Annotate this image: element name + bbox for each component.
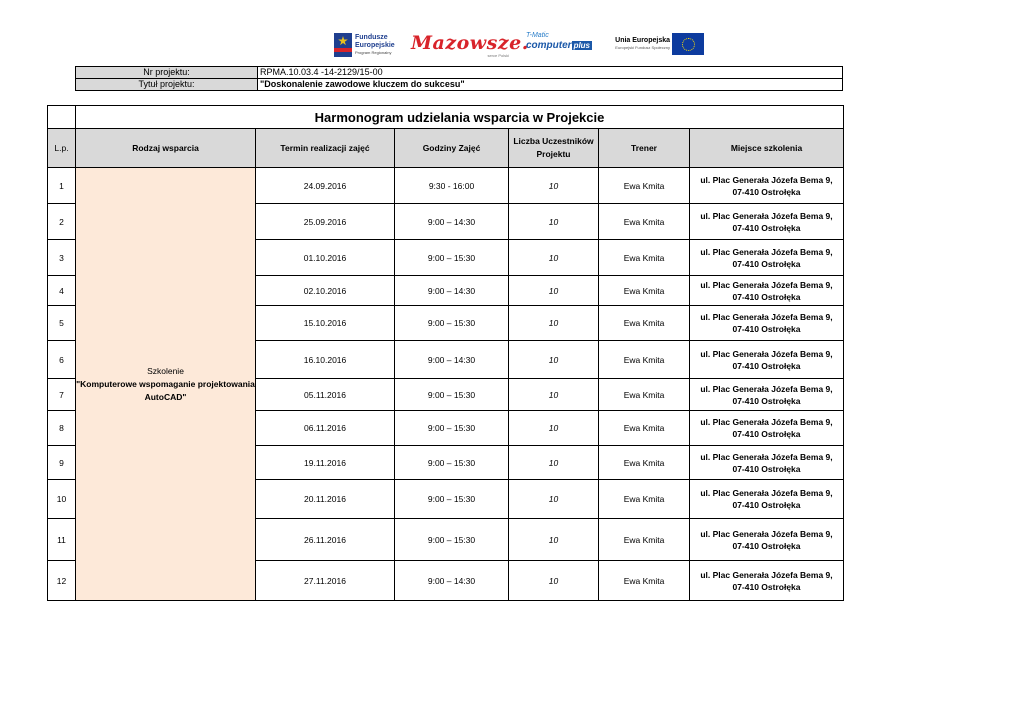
row-place-line1: ul. Plac Generała Józefa Bema 9, [700,528,833,539]
row-hours: 9:00 – 15:30 [395,240,509,276]
mazowsze-subtitle: serce Polski [487,53,509,58]
row-count: 10 [509,379,599,411]
row-date: 19.11.2016 [256,446,395,480]
row-hours: 9:00 – 15:30 [395,379,509,411]
row-place [690,446,844,480]
row-trainer: Ewa Kmita [599,204,690,240]
header-place: Miejsce szkolenia [690,129,844,168]
row-trainer: Ewa Kmita [599,379,690,411]
tmatic-line2: computer [526,40,572,51]
row-trainer: Ewa Kmita [599,446,690,480]
row-count: 10 [509,519,599,561]
row-place-line2: 07-410 Ostrołęka [732,291,801,302]
row-trainer: Ewa Kmita [599,306,690,341]
tmatic-line1: T-Matic [526,32,549,39]
row-hours: 9:00 – 15:30 [395,411,509,446]
mazowsze-logo [411,32,529,58]
row-lp: 10 [48,480,76,519]
ue-line2: Europejski Fundusz Społeczny [615,45,670,50]
row-date: 26.11.2016 [256,519,395,561]
row-place [690,276,844,306]
row-hours: 9:00 – 15:30 [395,480,509,519]
row-hours: 9:00 – 14:30 [395,341,509,379]
row-hours: 9:00 – 15:30 [395,519,509,561]
fe-line2: Europejskie [355,42,395,49]
row-place-line2: 07-410 Ostrołęka [732,463,801,474]
row-trainer: Ewa Kmita [599,561,690,601]
row-place-line1: ul. Plac Generała Józefa Bema 9, [700,279,833,290]
tmatic-plus: plus [573,41,591,50]
schedule-title: Harmonogram udzielania wsparcia w Projekcie [76,106,844,129]
row-date: 20.11.2016 [256,480,395,519]
header-hours: Godziny Zajęć [395,129,509,168]
row-place-line2: 07-410 Ostrołęka [732,581,801,592]
row-place-line1: ul. Plac Generała Józefa Bema 9, [700,174,833,185]
row-hours: 9:00 – 14:30 [395,276,509,306]
row-place-line2: 07-410 Ostrołęka [732,360,801,371]
row-place-line1: ul. Plac Generała Józefa Bema 9, [700,312,833,322]
row-place [690,480,844,519]
row-place-line1: ul. Plac Generała Józefa Bema 9, [700,210,833,221]
project-number-label: Nr projektu: [76,67,258,79]
row-place-line1: ul. Plac Generała Józefa Bema 9, [700,451,833,462]
row-trainer: Ewa Kmita [599,168,690,204]
project-title-label: Tytuł projektu: [76,79,258,91]
row-place-line1: ul. Plac Generała Józefa Bema 9, [700,348,833,359]
row-date: 16.10.2016 [256,341,395,379]
row-date: 01.10.2016 [256,240,395,276]
row-place-line1: ul. Plac Generała Józefa Bema 9, [700,488,833,498]
row-place-line1: ul. Plac Generała Józefa Bema 9, [700,569,833,580]
schedule-title-row [48,106,844,129]
header-count: Liczba Uczestników Projektu [509,129,599,168]
row-place-line2: 07-410 Ostrołęka [732,500,801,510]
row-lp: 8 [48,411,76,446]
header-lp: L.p. [48,129,76,168]
row-trainer: Ewa Kmita [599,240,690,276]
row-place [690,379,844,411]
row-lp: 3 [48,240,76,276]
row-hours: 9:00 – 15:30 [395,446,509,480]
table-row [48,168,844,204]
project-title-row [76,79,843,91]
row-place-line2: 07-410 Ostrołęka [732,258,801,269]
row-trainer: Ewa Kmita [599,411,690,446]
row-place-line2: 07-410 Ostrołęka [732,222,801,233]
fe-line1: Fundusze [355,34,388,41]
row-place-line2: 07-410 Ostrołęka [732,429,801,439]
row-lp: 11 [48,519,76,561]
row-count: 10 [509,480,599,519]
row-count: 10 [509,276,599,306]
row-place-line2: 07-410 Ostrołęka [732,540,801,551]
row-count: 10 [509,341,599,379]
row-count: 10 [509,561,599,601]
row-date: 05.11.2016 [256,379,395,411]
row-count: 10 [509,168,599,204]
row-count: 10 [509,411,599,446]
fe-line3: Program Regionalny [355,50,392,55]
row-place [690,519,844,561]
schedule-table [47,105,844,601]
header-trainer: Trener [599,129,690,168]
ue-line1: Unia Europejska [615,37,670,44]
row-place-line1: ul. Plac Generała Józefa Bema 9, [700,417,833,427]
row-hours: 9:00 – 15:30 [395,306,509,341]
row-hours: 9:00 – 14:30 [395,561,509,601]
tmatic-logo [526,32,590,58]
row-place [690,240,844,276]
eu-flag-icon [672,33,704,55]
row-place [690,306,844,341]
row-place [690,204,844,240]
schedule-header-row [48,129,844,168]
project-number-value: RPMA.10.03.4 -14-2129/15-00 [258,67,843,79]
row-date: 06.11.2016 [256,411,395,446]
fundusze-europejskie-logo [334,32,400,58]
row-date: 25.09.2016 [256,204,395,240]
row-lp: 6 [48,341,76,379]
row-trainer: Ewa Kmita [599,480,690,519]
row-place [690,561,844,601]
header-date: Termin realizacji zajęć [256,129,395,168]
support-type-line1: Szkolenie [147,365,184,376]
project-info-table [75,66,843,91]
row-place [690,411,844,446]
row-lp: 12 [48,561,76,601]
row-place-line2: 07-410 Ostrołęka [732,186,801,197]
row-count: 10 [509,306,599,341]
row-hours: 9:30 - 16:00 [395,168,509,204]
header-type: Rodzaj wsparcia [76,129,256,168]
project-title-value: "Doskonalenie zawodowe kluczem do sukcesu" [258,79,843,91]
row-lp: 2 [48,204,76,240]
row-place-line2: 07-410 Ostrołęka [732,324,801,334]
row-trainer: Ewa Kmita [599,341,690,379]
row-trainer: Ewa Kmita [599,519,690,561]
project-number-row [76,67,843,79]
row-date: 02.10.2016 [256,276,395,306]
row-trainer: Ewa Kmita [599,276,690,306]
mazowsze-wordmark: Mazowsze. [411,32,529,54]
logo-bar [334,32,704,58]
row-lp: 1 [48,168,76,204]
row-lp: 4 [48,276,76,306]
row-date: 27.11.2016 [256,561,395,601]
row-date: 24.09.2016 [256,168,395,204]
row-place-line2: 07-410 Ostrołęka [732,395,801,406]
row-count: 10 [509,446,599,480]
row-lp: 7 [48,379,76,411]
row-lp: 9 [48,446,76,480]
row-count: 10 [509,240,599,276]
row-place [690,168,844,204]
row-lp: 5 [48,306,76,341]
row-place-line1: ul. Plac Generała Józefa Bema 9, [700,383,833,394]
row-count: 10 [509,204,599,240]
support-type-cell [76,168,256,601]
unia-europejska-logo [612,32,704,58]
row-hours: 9:00 – 14:30 [395,204,509,240]
row-place-line1: ul. Plac Generała Józefa Bema 9, [700,246,833,257]
row-place [690,341,844,379]
support-type-line2: "Komputerowe wspomaganie projektowania AutoCAD" [76,378,255,402]
row-date: 15.10.2016 [256,306,395,341]
schedule-rows [48,168,844,601]
